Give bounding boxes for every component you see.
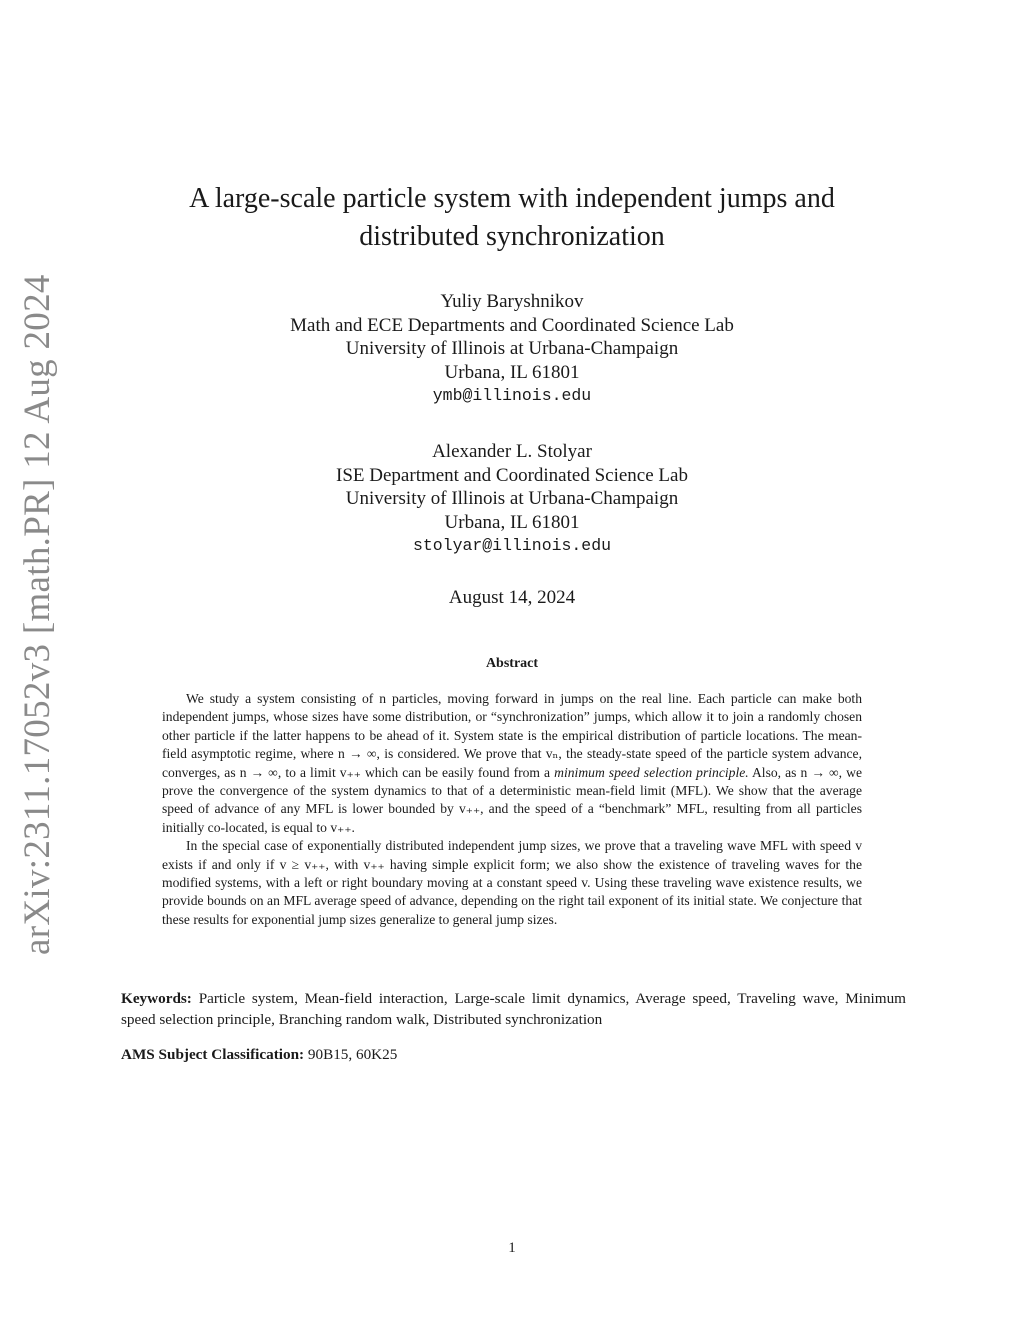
author-affiliation: ISE Department and Coordinated Science Lab (336, 464, 688, 486)
paper-date: August 14, 2024 (448, 587, 576, 608)
abstract-paragraph-2: In the special case of exponentially distributed independent jump sizes, we prove that a traveling wave MFL with speed v exists if and only if v ≥ v₊₊, with v₊₊ having simple explicit form; we also show the existence of traveling waves for the modified systems, with a left or right boundary moving at a constant speed v. Using these traveling wave existence results, we provide bounds on an MFL average speed of advance, depending on the right tail exponent of its initial state. We conjecture that these results for exponential jump sizes generalize to general jump sizes. (162, 838, 862, 927)
page-number: 1 (508, 1240, 516, 1256)
abstract-heading: Abstract (485, 656, 539, 671)
abstract-paragraph-1 (162, 690, 862, 837)
author-block-1 (150, 290, 874, 408)
ams-classification (121, 1045, 906, 1066)
abstract-body (162, 690, 862, 929)
keywords-section (121, 989, 906, 1030)
keywords-label: Keywords: (121, 990, 192, 1007)
author-university: University of Illinois at Urbana-Champaign (345, 488, 679, 509)
abstract-emphasis: minimum speed selection principle. (554, 764, 749, 780)
author-block-2 (150, 440, 874, 558)
author-affiliation: Math and ECE Departments and Coordinated Science Lab (290, 314, 734, 336)
keywords-text: Particle system, Mean-field interaction, Large-scale limit dynamics, Average speed, Traveling wave, Minimum speed selection principle, Branching random walk, Distributed synchronization (121, 990, 906, 1028)
author-university: University of Illinois at Urbana-Champaign (345, 338, 679, 359)
author-email: ymb@illinois.edu (432, 386, 592, 405)
abstract-text: We study a system consisting of n particles, moving forward in jumps on the real line. Each particle can make both independent jumps, whose sizes have some distribution, or “synchronization” jumps, which allow it to join a randomly chosen other particle if the latter happens to be ahead of it. System state is the empirical distribution of particle locations. The mean-field asymptotic regime, where n → ∞, is considered. We prove that vₙ, the steady-state speed of the particle system advance, converges, as n → ∞, to a limit v₊₊ which can be easily found from a (162, 691, 862, 780)
author-location: Urbana, IL 61801 (444, 511, 580, 533)
author-email: stolyar@illinois.edu (412, 536, 612, 555)
author-location: Urbana, IL 61801 (444, 361, 580, 383)
ams-codes: 90B15, 60K25 (307, 1046, 398, 1063)
arxiv-identifier-stamp: arXiv:2311.17052v3 [math.PR] 12 Aug 2024 (17, 274, 58, 955)
abstract-text: Also, as n → ∞, we prove the convergence of the system dynamics to that of a deterministic mean-field limit (MFL). We show that the average speed of advance of any MFL is lower bounded by v₊₊, and the speed of a “benchmark” MFL, resulting from all particles initially co-located, is equal to v₊₊. (162, 764, 862, 835)
author-name: Alexander L. Stolyar (432, 441, 592, 462)
ams-label: AMS Subject Classification: (121, 1046, 305, 1063)
paper-title: A large-scale particle system with independent jumps and distributed synchronization (189, 183, 835, 252)
author-name: Yuliy Baryshnikov (440, 291, 584, 312)
